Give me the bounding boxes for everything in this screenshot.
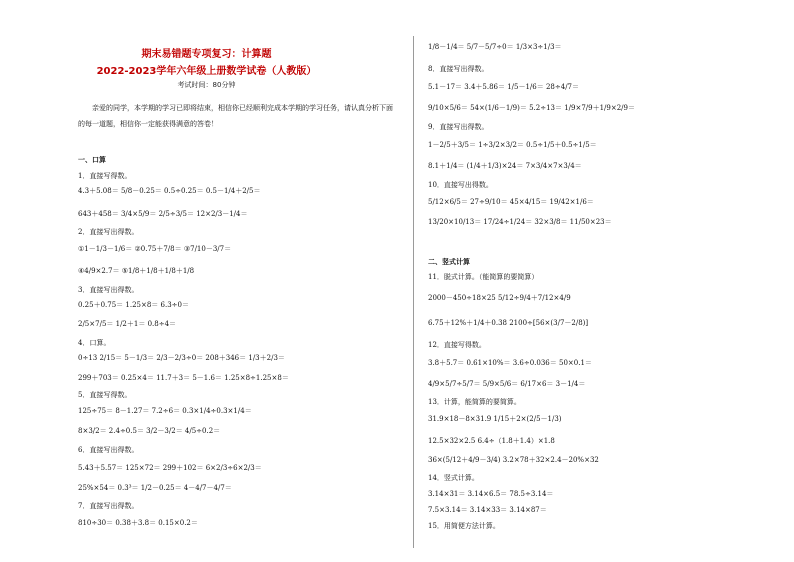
- section-heading: 一、口算: [78, 155, 106, 164]
- problem-line: 9/10×5/6＝ 54×(1/6－1/9)＝ 5.2÷13＝ 1/9×7/9＋1/9×2/9＝: [428, 104, 635, 112]
- problem-line: 13/20×10/13＝ 17/24÷1/24＝ 32×3/8＝ 11/50×23＝: [428, 218, 612, 226]
- problem-line: 2/5×7/5＝ 1/2＋1＝ 0.8÷4＝: [78, 320, 177, 328]
- problem-line: 7．直接写出得数。: [78, 502, 139, 510]
- problem-line: 2000－450÷18×25 5/12÷9/4＋7/12×4/9: [428, 294, 571, 302]
- problem-line: 299＋703＝ 0.25×4＝ 11.7＋3＝ 5－1.6＝ 1.25×8÷1.25×8＝: [78, 374, 289, 382]
- problem-line: 5.43＋5.57＝ 125×72＝ 299＋102＝ 6×2/3÷6×2/3＝: [78, 464, 262, 472]
- column-divider: [413, 36, 414, 548]
- problem-line: 15．用简便方法计算。: [428, 522, 500, 530]
- problem-line: 1－2/5＋3/5＝ 1÷3/2×3/2＝ 0.5÷1/5＋0.5÷1/5＝: [428, 141, 597, 149]
- intro-paragraph: 亲爱的同学，本学期的学习已即将结束，相信你已经顺利完成本学期的学习任务，请认真分析下面的每一道题，相信你一定能获得满意的答卷！: [78, 104, 393, 128]
- problem-line: 36×(5/12＋4/9－3/4) 3.2×78＋32×2.4－20%×32: [428, 456, 599, 464]
- problem-line: 5.1－17＝ 3.4＋5.86＝ 1/5－1/6＝ 28÷4/7＝: [428, 83, 580, 91]
- problem-line: 6.75＋12%＋1/4＋0.38 2100÷[56×(3/7－2/8)]: [428, 319, 589, 327]
- section-heading: 二、竖式计算: [428, 257, 470, 266]
- exam-title: 期末易错题专项复习：计算题: [141, 49, 272, 60]
- problem-line: 643＋458＝ 3/4×5/9＝ 2/5÷3/5＝ 12×2/3－1/4＝: [78, 210, 248, 218]
- exam-subtitle: 2022-2023学年六年级上册数学试卷（人教版）: [96, 66, 317, 77]
- problem-line: 125÷75＝ 8－1.27＝ 7.2÷6＝ 0.3×1/4÷0.3×1/4＝: [78, 407, 252, 415]
- problem-line: 4/9×5/7÷5/7＝ 5/9×5/6＝ 6/17×6＝ 3－1/4＝: [428, 380, 586, 388]
- problem-line: 5/12×6/5＝ 27÷9/10＝ 45×4/15＝ 19/42×1/6＝: [428, 198, 594, 206]
- problem-line: 25%×54＝ 0.3³＝ 1/2－0.25＝ 4－4/7－4/7＝: [78, 484, 232, 492]
- problem-line: 31.9×18－8×31.9 1/15＋2×(2/5－1/3): [428, 415, 562, 423]
- problem-line: 9．直接写出得数。: [428, 123, 489, 131]
- problem-line: 8.1＋1/4＝ (1/4＋1/3)×24＝ 7×3/4×7×3/4＝: [428, 162, 582, 170]
- problem-line: 3.8＋5.7＝ 0.61×10%＝ 3.6÷0.036＝ 50×0.1＝: [428, 359, 592, 367]
- problem-line: 4.3＋5.08＝ 5/8－0.25＝ 0.5÷0.25＝ 0.5－1/4＋2/5＝: [78, 187, 261, 195]
- problem-line: 0.25＋0.75＝ 1.25×8＝ 6.3÷0＝: [78, 301, 189, 309]
- problem-line: 10．直接写出得数。: [428, 181, 493, 189]
- problem-line: ④4/9×2.7＝ ⑤1/8＋1/8＋1/8＋1/8: [78, 267, 195, 275]
- problem-line: 6．直接写出得数。: [78, 446, 139, 454]
- problem-line: 14．竖式计算。: [428, 474, 479, 482]
- problem-line: 2．直接写出得数。: [78, 228, 139, 236]
- problem-line: 13．计算，能简算的要简算。: [428, 398, 521, 406]
- problem-line: 1/8－1/4＝ 5/7－5/7÷0＝ 1/3×3÷1/3＝: [428, 43, 562, 51]
- problem-line: 7.5×3.14＝ 3.14×33＝ 3.14×87＝: [428, 506, 547, 514]
- problem-line: 8．直接写出得数。: [428, 65, 489, 73]
- problem-line: 3．直接写出得数。: [78, 286, 139, 294]
- problem-line: 12.5×32×2.5 6.4÷（1.8＋1.4）×1.8: [428, 437, 555, 445]
- problem-line: 810÷30＝ 0.38＋3.8＝ 0.15×0.2＝: [78, 519, 198, 527]
- problem-line: 8×3/2＝ 2.4÷0.5＝ 3/2－3/2＝ 4/5÷0.2＝: [78, 427, 221, 435]
- exam-time: 考试时间：80分钟: [177, 81, 236, 89]
- problem-line: 0÷13 2/15＝ 5－1/3＝ 2/3－2/3÷0＝ 208＋346＝ 1/3＋2/3＝: [78, 354, 285, 362]
- problem-line: 12．直接写得数。: [428, 341, 486, 349]
- problem-line: 1．直接写得数。: [78, 172, 132, 180]
- problem-line: 4．口算。: [78, 339, 111, 347]
- problem-line: 5．直接写得数。: [78, 391, 132, 399]
- problem-line: 11．脱式计算。（能简算的要简算）: [428, 273, 539, 281]
- problem-line: ①1－1/3－1/6＝ ②0.75＋7/8＝ ③7/10－3/7＝: [78, 245, 232, 253]
- problem-line: 3.14×31＝ 3.14×6.5＝ 78.5÷3.14＝: [428, 490, 554, 498]
